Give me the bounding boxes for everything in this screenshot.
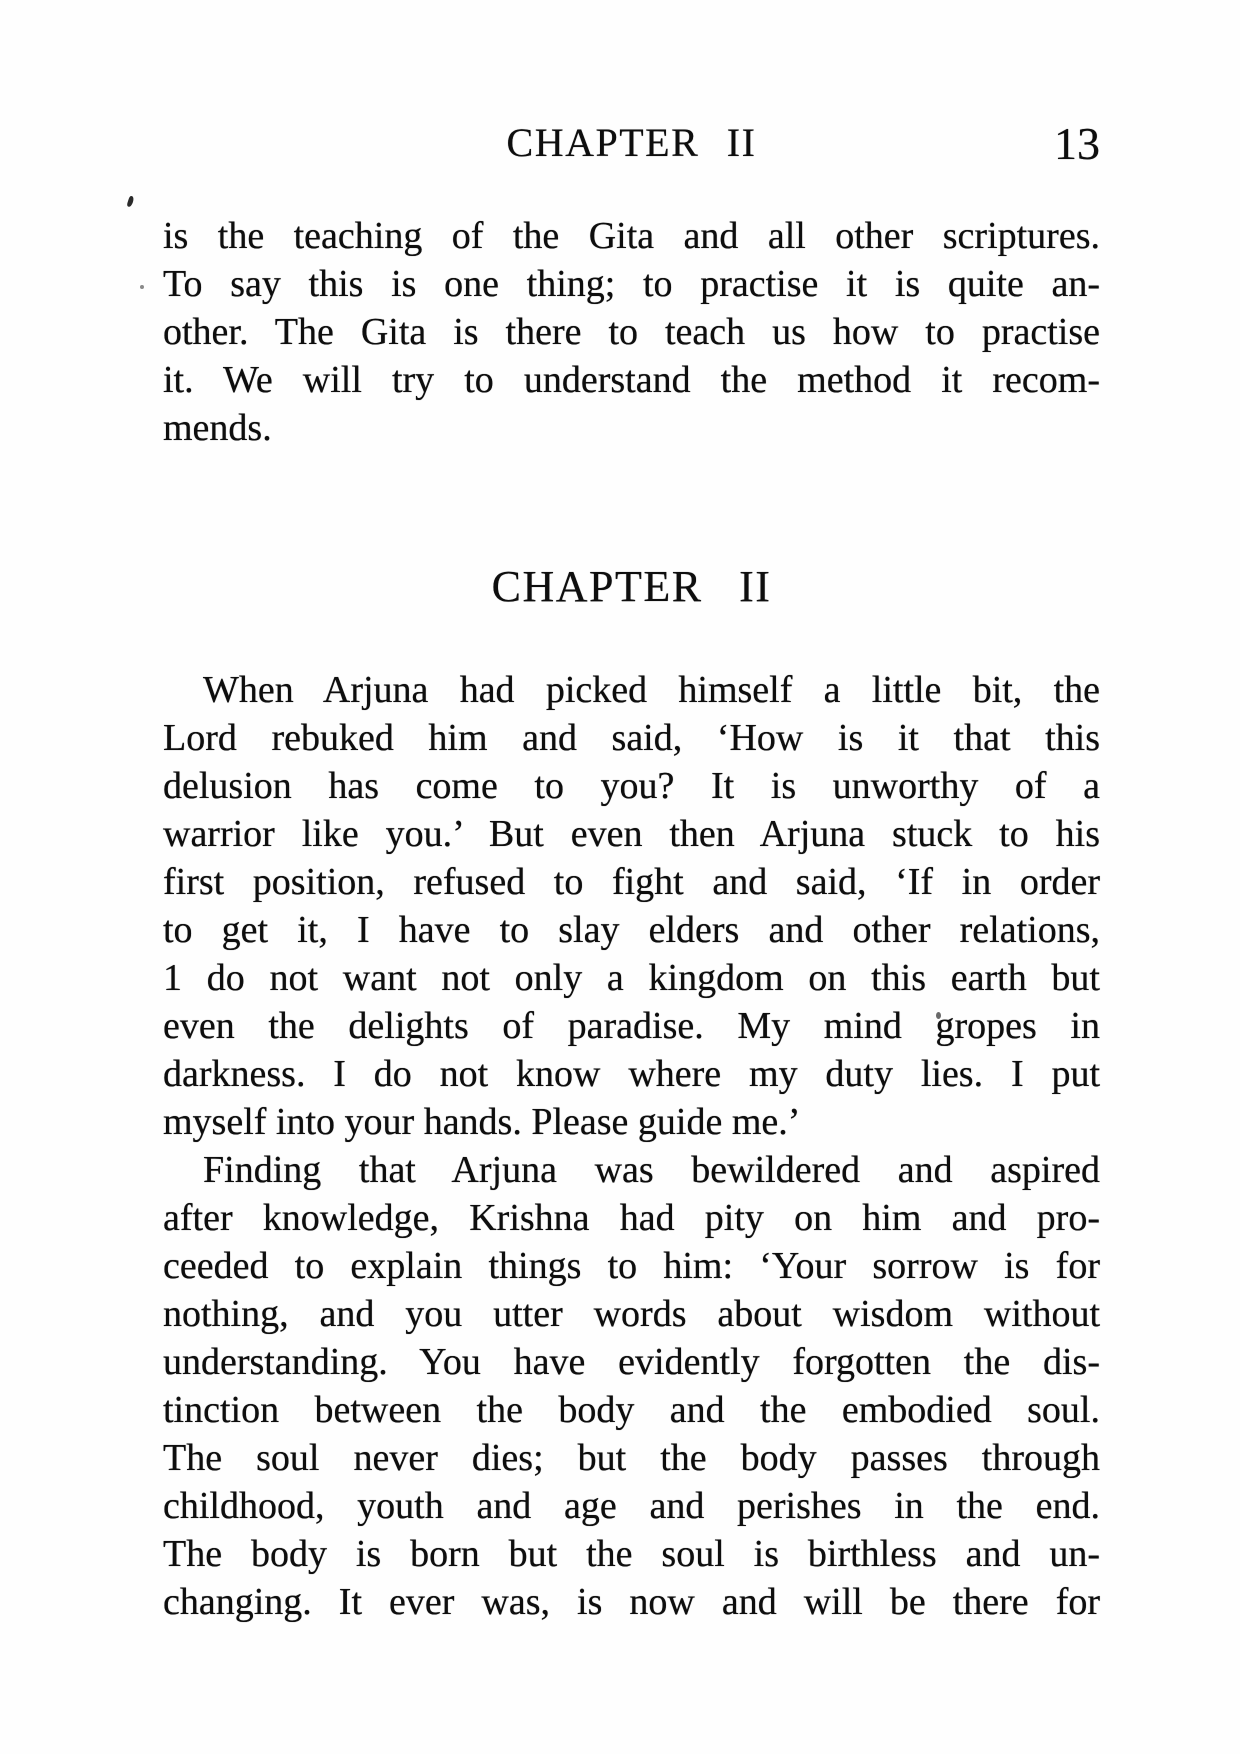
text-line: Finding that Arjuna was bewildered and aspired [203,1149,1100,1191]
text-block [163,0,1100,1626]
text-line: 1 do not want not only a kingdom on this earth but [163,957,1100,999]
text-line: first position, refused to fight and said, ‘If in order [163,861,1100,903]
text-line: mends. [163,407,272,449]
text-line: childhood, youth and age and perishes in the end. [163,1485,1100,1527]
paragraph [163,666,1100,1146]
text-line: even the delights of paradise. My mind gropes in [163,1005,1100,1047]
text-line: The body is born but the soul is birthless and un- [163,1533,1100,1575]
text-line: understanding. You have evidently forgotten the dis- [163,1341,1100,1383]
body-text [163,212,1100,1626]
running-header-title: CHAPTER II [506,120,757,165]
running-header [163,118,1100,169]
text-line: The soul never dies; but the body passes through [163,1437,1100,1479]
text-line: tinction between the body and the embodied soul. [163,1389,1100,1431]
text-line: delusion has come to you? It is unworthy of a [163,765,1100,807]
text-line: ceeded to explain things to him: ‘Your sorrow is for [163,1245,1100,1287]
text-line: darkness. I do not know where my duty lies. I put [163,1053,1100,1095]
text-line: When Arjuna had picked himself a little bit, the [203,669,1100,711]
text-line: is the teaching of the Gita and all other scriptures. [163,215,1100,257]
section-heading: CHAPTER II [491,562,772,611]
text-line: changing. It ever was, is now and will be there for [163,1581,1100,1623]
page-number: 13 [1054,118,1100,169]
text-line: after knowledge, Krishna had pity on him and pro- [163,1197,1100,1239]
scan-artifact [126,195,134,207]
text-line: warrior like you.’ But even then Arjuna stuck to his [163,813,1100,855]
text-line: nothing, and you utter words about wisdom without [163,1293,1100,1335]
paragraph [163,212,1100,452]
text-line: Lord rebuked him and said, ‘How is it that this [163,717,1100,759]
text-line: other. The Gita is there to teach us how to practise [163,311,1100,353]
paragraph [163,1146,1100,1626]
text-line: myself into your hands. Please guide me.’ [163,1101,801,1143]
scan-artifact [140,285,144,289]
text-line: To say this is one thing; to practise it is quite an- [163,263,1100,305]
text-line: it. We will try to understand the method it recom- [163,359,1100,401]
text-line: to get it, I have to slay elders and other relations, [163,909,1100,951]
